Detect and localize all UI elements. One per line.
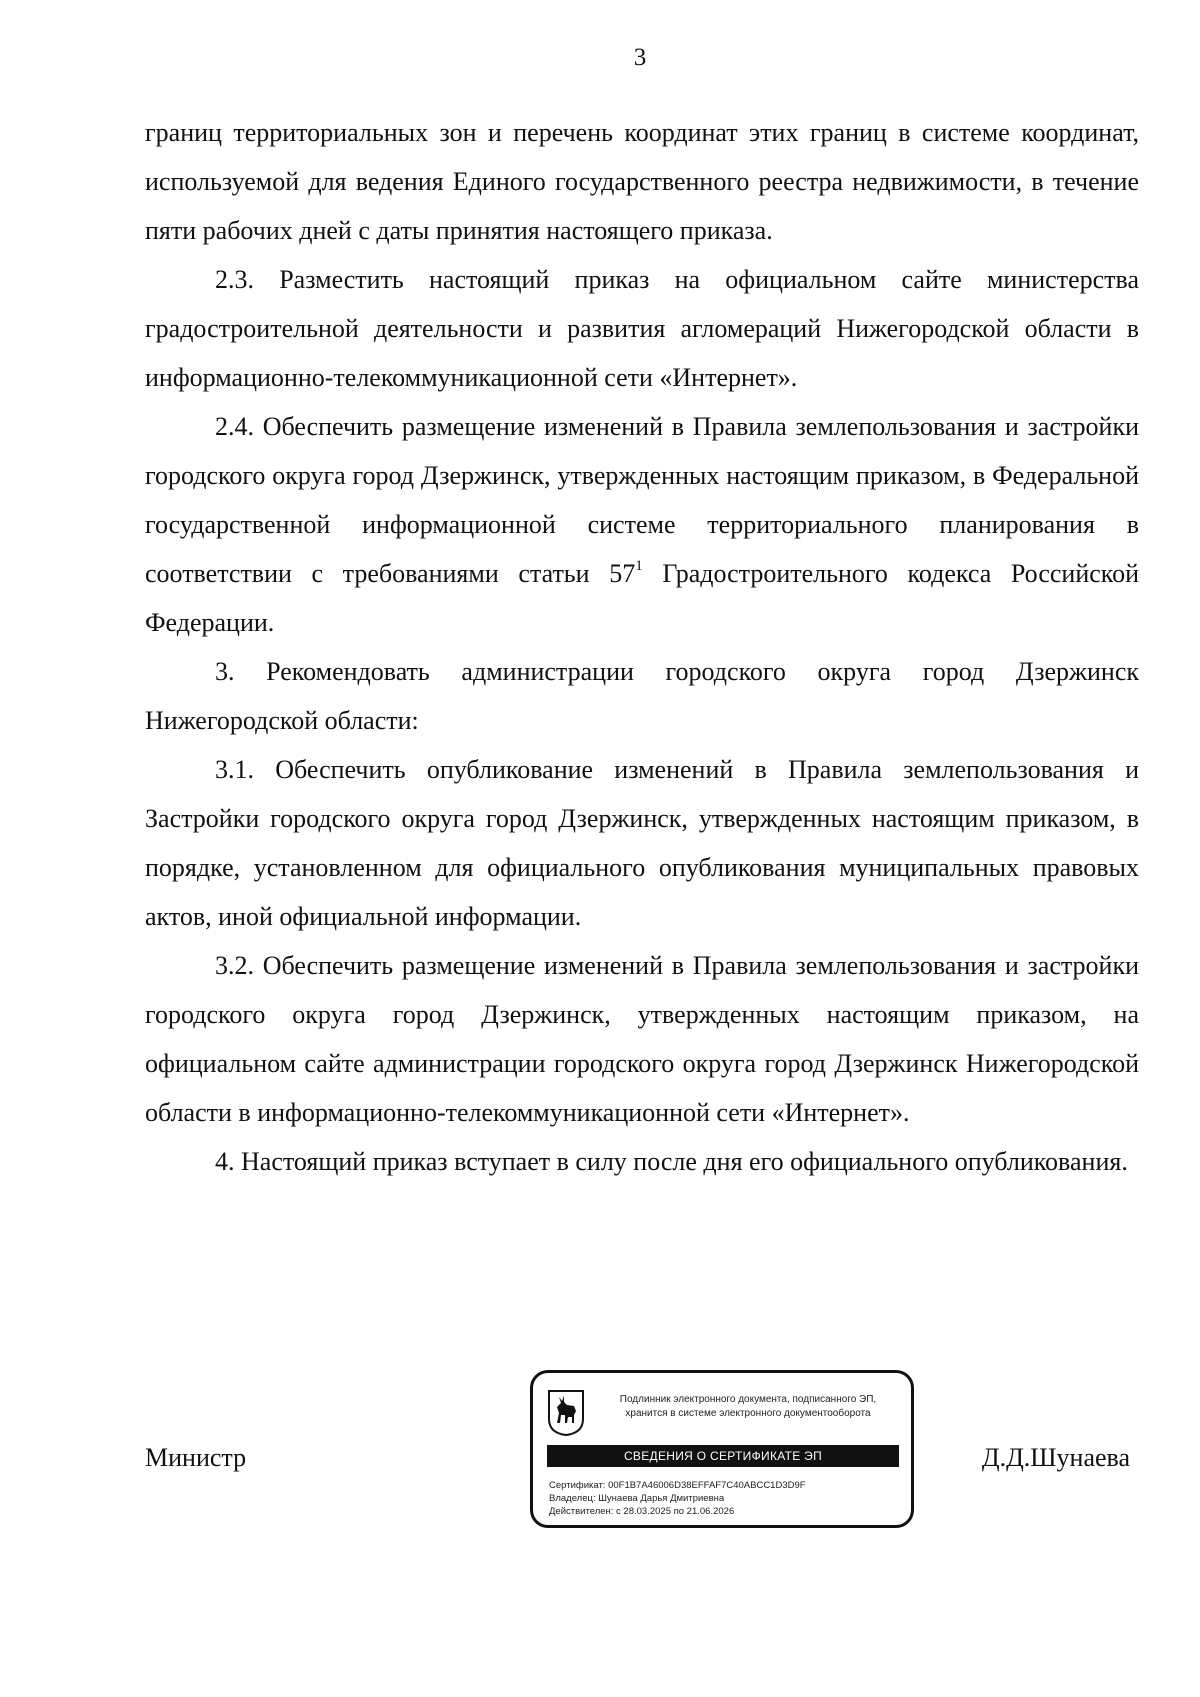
stamp-header — [593, 1393, 903, 1421]
certificate-owner: Владелец: Шунаева Дарья Дмитриевна — [549, 1493, 725, 1504]
signatory-name: Д.Д.Шунаева — [981, 1443, 1130, 1472]
paragraph-3-1: 3.1. Обеспечить опубликование изменений в Правила землепользования и Застройки городского округа город Дзержинск, утвержденных настоящим приказом, в порядке, установленном для официального опубликования муниципальных правовых актов, иной официальной информации. — [145, 755, 1139, 931]
paragraph-3: 3. Рекомендовать администрации городского округа город Дзержинск Нижегородской области: — [145, 657, 1139, 735]
stamp-title-bar: СВЕДЕНИЯ О СЕРТИФИКАТЕ ЭП — [547, 1445, 899, 1467]
stamp-header-line-1: Подлинник электронного документа, подписанного ЭП, — [619, 1394, 877, 1405]
page-number: 3 — [633, 44, 647, 71]
electronic-signature-stamp — [530, 1370, 914, 1528]
document-body — [145, 108, 1139, 1186]
signatory-position: Министр — [145, 1443, 247, 1472]
article-superscript: 1 — [635, 558, 643, 575]
paragraph-4: 4. Настоящий приказ вступает в силу после дня его официального опубликования. — [215, 1147, 1128, 1176]
paragraph-continuation: границ территориальных зон и перечень координат этих границ в системе координат, используемой для ведения Единого государственного реестра недвижимости, в течение пяти рабочих дней с даты принятия настоящего приказа. — [145, 118, 1139, 245]
paragraph-2-3: 2.3. Разместить настоящий приказ на официальном сайте министерства градостроительной деятельности и развития агломераций Нижегородской области в информационно-телекоммуникационной сети «Интернет». — [145, 265, 1139, 392]
paragraph-2-4 — [145, 402, 1139, 647]
paragraph-2-4-tail: Градостроительного кодекса Российской Федерации. — [145, 559, 1139, 637]
deer-coat-of-arms-icon — [547, 1389, 585, 1437]
paragraph-2-4-text: 2.4. Обеспечить размещение изменений в Правила землепользования и застройки городского округа город Дзержинск, утвержденных настоящим приказом, в Федеральной государственной информационной системе территориального планирования в соответствии с требованиями статьи 57 — [145, 412, 1139, 588]
paragraph-3-2: 3.2. Обеспечить размещение изменений в Правила землепользования и застройки городского округа город Дзержинск, утвержденных настоящим приказом, на официальном сайте администрации городского округа город Дзержинск Нижегородской области в информационно-телекоммуникационной сети «Интернет». — [145, 951, 1139, 1127]
certificate-validity: Действителен: с 28.03.2025 по 21.06.2026 — [549, 1506, 735, 1517]
certificate-number: Сертификат: 00F1B7A46006D38EFFAF7C40ABCC1D3D9F — [549, 1480, 806, 1491]
stamp-details — [549, 1479, 806, 1518]
stamp-header-line-2: хранится в системе электронного документооборота — [625, 1408, 871, 1419]
